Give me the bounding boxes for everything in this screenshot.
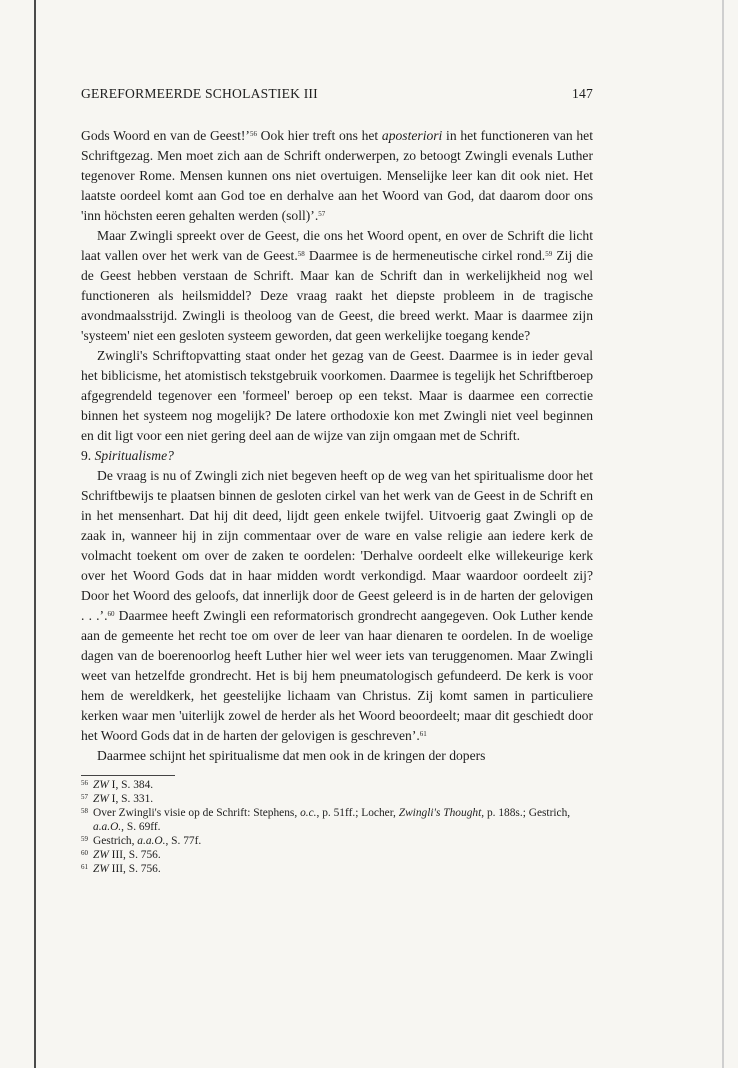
- footnote-ref: 58: [297, 250, 305, 258]
- footnotes: [81, 775, 593, 876]
- footnote-number: 56: [81, 779, 88, 787]
- paragraph-2: [81, 226, 593, 346]
- text-run: Gods Woord en van de Geest!’: [81, 128, 250, 143]
- footnote-59: [81, 834, 593, 848]
- text-run: Zij die de Geest hebben verstaan de Schrift. Maar kan de Schrift dan in werkelijkheid nog wel functioneren als heilsmiddel? Deze vraag raakt het diepste probleem in de tragische avondmaalsstrijd. Zwingli is theoloog van de Geest, die breed werkt. Maar is daarmee zijn 'systeem' niet een gesloten systeem geworden, dat geen werkelijke toegang kende?: [81, 248, 593, 343]
- footnote-abbrev: o.c.: [300, 807, 317, 819]
- footnote-text: , S. 69ff.: [121, 821, 161, 833]
- footnote-text: III, S. 756.: [108, 849, 161, 861]
- section-number: 9.: [81, 448, 92, 463]
- footnote-text: , p. 188s.; Gestrich,: [481, 807, 571, 819]
- paragraph-1: [81, 126, 593, 226]
- footnote-ref: 57: [318, 210, 326, 218]
- footnote-text: I, S. 384.: [108, 779, 154, 791]
- footnote-number: 57: [81, 793, 88, 801]
- section-heading: [81, 446, 593, 466]
- footnote-abbrev: a.a.O.: [93, 821, 122, 833]
- page-number: 147: [572, 86, 593, 101]
- paragraph-5: Daarmee schijnt het spiritualisme dat men ook in de kringen der dopers: [97, 748, 486, 763]
- footnote-source: ZW: [93, 779, 109, 791]
- text-run: Daarmee is de hermeneutische cirkel rond.: [304, 248, 546, 263]
- paragraph-4: [81, 466, 593, 746]
- footnote-rule: [81, 775, 175, 776]
- footnote-58: [81, 806, 593, 834]
- footnote-text: , S. 77f.: [165, 835, 202, 847]
- footnote-text: III, S. 756.: [108, 863, 161, 875]
- footnote-57: [81, 792, 593, 806]
- footnote-ref: 60: [107, 610, 115, 618]
- footnote-ref: 59: [545, 250, 553, 258]
- footnote-56: [81, 778, 593, 792]
- scan-edge-left: [34, 0, 36, 1068]
- footnote-abbrev: a.a.O.: [137, 835, 166, 847]
- footnote-source: ZW: [93, 863, 109, 875]
- running-head-title: GEREFORMEERDE SCHOLASTIEK III: [81, 86, 318, 101]
- running-head: [81, 84, 593, 104]
- footnote-text: Gestrich,: [93, 835, 138, 847]
- footnote-text: Over Zwingli's visie op de Schrift: Stephens,: [93, 807, 301, 819]
- footnote-source: ZW: [93, 793, 109, 805]
- book-page: [81, 84, 593, 876]
- footnote-book-title: Zwingli's Thought: [398, 807, 482, 819]
- text-run: Daarmee heeft Zwingli een reformatorisch grondrecht aangegeven. Ook Luther kende aan de gemeente het recht toe om over de leer van haar dienaren te oordelen. In de woelige dagen van de boerenoorlog heeft Luther hier wel weer iets van teruggenomen. Maar Zwingli weet van hetzelfde grondrecht. Het is bij hem pneumatologisch gefundeerd. De kerk is voor hem de wereldkerk, het geestelijke lichaam van Christus. Zij komt samen in particuliere kerken waar men 'uiterlijk zowel de herder als het Woord beoordeelt; maar dit geschiedt door het Woord Gods dat in de harten der gelovigen is geschreven’.: [81, 608, 594, 743]
- section-title: Spiritualisme?: [94, 448, 174, 463]
- footnote-number: 61: [81, 863, 88, 871]
- text-run: Maar Zwingli spreekt over de Geest, die ons het Woord opent, en over de Schrift die licht laat vallen over het werk van de Geest.: [81, 228, 593, 263]
- text-run: in het functioneren van het Schriftgezag. Men moet zich aan de Schrift onderwerpen, zo betoogt Zwingli evenals Luther tegenover Rome. Mensen kunnen ons niet overtuigen. Menselijke leer kan dit ook niet. Het laatste oordeel komt aan God toe en derhalve aan het Woord van God, dat daarom door ons 'inn höchsten eeren gehalten werden (soll)’.: [81, 128, 593, 223]
- text-run: De vraag is nu of Zwingli zich niet begeven heeft op de weg van het spiritualisme door het Schriftbewijs te plaatsen binnen de gesloten cirkel van het werk van de Geest in de Schrift en in het mensenhart. Dat hij dit deed, lijdt geen enkele twijfel. Uitvoerig gaat Zwingli op de zaak in, wanneer hij in zijn commentaar over de ware en valse religie aan iedere kerk de volmacht toekent om over de zaken te oordelen: 'Derhalve oordeelt elke willekeurige kerk over het Woord Gods dat in haar midden wordt verkondigd. Maar waardoor oordeelt zij? Door het Woord des geloofs, dat innerlijk door de Geest geleerd is in de harten der gelovigen . . .’.: [81, 468, 593, 623]
- footnote-text: I, S. 331.: [108, 793, 154, 805]
- italic-term: aposteriori: [381, 128, 443, 143]
- footnote-61: [81, 862, 593, 876]
- text-run: Ook hier treft ons het: [256, 128, 382, 143]
- footnote-number: 60: [81, 849, 88, 857]
- footnote-ref: 56: [249, 130, 257, 138]
- paragraph-3: Zwingli's Schriftopvatting staat onder het gezag van de Geest. Daarmee is in ieder geval het biblicisme, het atomistisch tekstgebruik voorkomen. Daarmee is tegelijk het Schriftberoep afgegrendeld tegenover een 'formeel' beroep op een tekst. Maar is daarmee een correctie binnen het systeem nog mogelijk? De latere orthodoxie kon met Zwingli niet veel beginnen en dit ligt voor een niet gering deel aan de wijze van zijn omgaan met de Schrift.: [81, 348, 593, 443]
- footnote-number: 58: [81, 807, 88, 815]
- footnote-source: ZW: [93, 849, 109, 861]
- footnote-ref: 61: [419, 730, 427, 738]
- scan-edge-right: [722, 0, 724, 1068]
- footnote-text: , p. 51ff.; Locher,: [316, 807, 399, 819]
- footnote-60: [81, 848, 593, 862]
- footnote-number: 59: [81, 835, 88, 843]
